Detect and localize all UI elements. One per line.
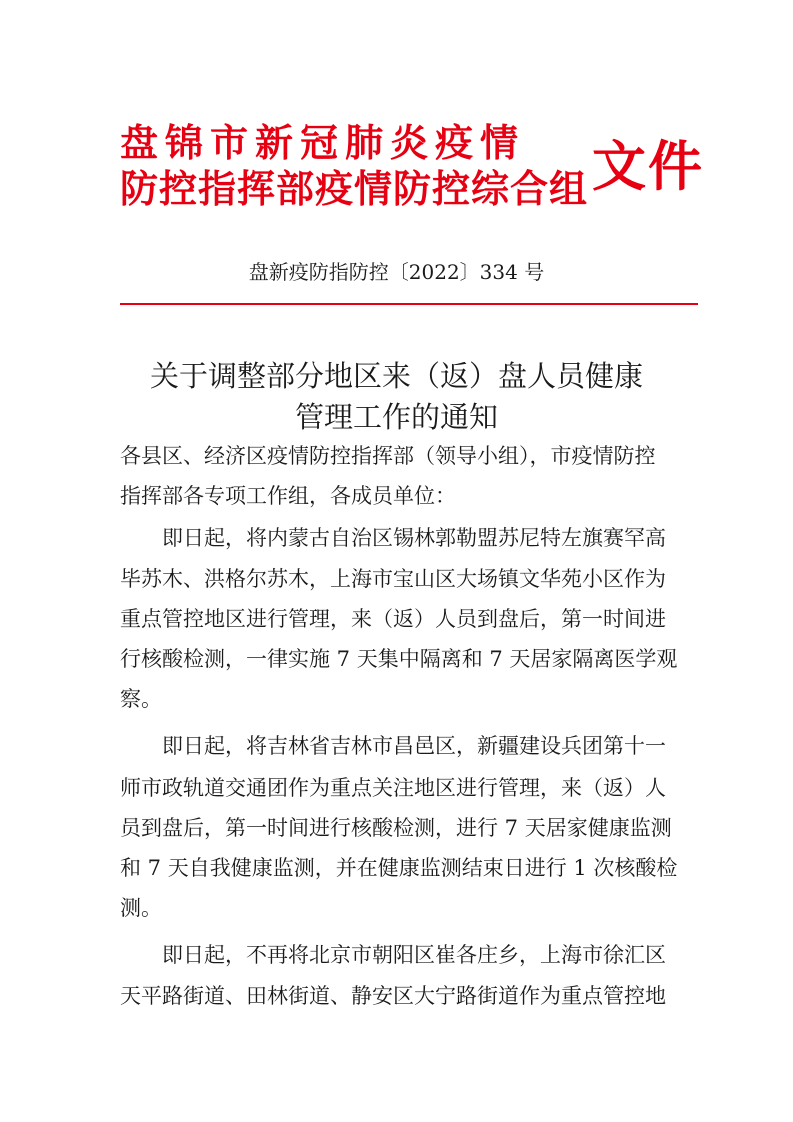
document-number: 盘新疫防指防控〔2022〕334 号 <box>248 260 545 284</box>
paragraph-2-line: 测。 <box>120 896 162 920</box>
paragraph-3-line: 天平路街道、田林街道、静安区大宁路街道作为重点管控地 <box>120 984 666 1008</box>
paragraph-1-line: 察。 <box>120 687 162 711</box>
paragraph-2-line: 师市政轨道交通团作为重点关注地区进行管理，来（返）人 <box>120 776 666 800</box>
paragraph-2-line: 员到盘后，第一时间进行核酸检测，进行 7 天居家健康监测 <box>120 816 672 840</box>
paragraph-2-line: 和 7 天自我健康监测，并在健康监测结束日进行 1 次核酸检 <box>120 856 678 880</box>
document-title-line-2: 管理工作的通知 <box>294 400 498 434</box>
document-header <box>120 110 704 220</box>
paragraph-2-line: 即日起，将吉林省吉林市昌邑区，新疆建设兵团第十一 <box>120 734 666 758</box>
paragraph-1-line: 毕苏木、洪格尔苏木，上海市宝山区大场镇文华苑小区作为 <box>120 567 666 591</box>
document-title-line-1: 关于调整部分地区来（返）盘人员健康 <box>149 359 643 393</box>
paragraph-3-line: 即日起，不再将北京市朝阳区崔各庄乡，上海市徐汇区 <box>120 943 666 967</box>
addressee-line: 指挥部各专项工作组，各成员单位： <box>120 484 456 508</box>
paragraph-1-line: 重点管控地区进行管理，来（返）人员到盘后，第一时间进 <box>120 607 666 631</box>
issuer-name-line-1: 盘锦市新冠肺炎疫情 <box>120 121 526 165</box>
paragraph-1-line: 即日起，将内蒙古自治区锡林郭勒盟苏尼特左旗赛罕高 <box>120 526 666 550</box>
addressee-line: 各县区、经济区疫情防控指挥部（领导小组），市疫情防控 <box>120 444 656 468</box>
document-label: 文件 <box>592 135 704 198</box>
paragraph-1-line: 行核酸检测，一律实施 7 天集中隔离和 7 天居家隔离医学观 <box>120 647 678 671</box>
red-divider-line <box>120 303 698 305</box>
issuer-name-line-2: 防控指挥部疫情防控综合组 <box>120 167 589 211</box>
